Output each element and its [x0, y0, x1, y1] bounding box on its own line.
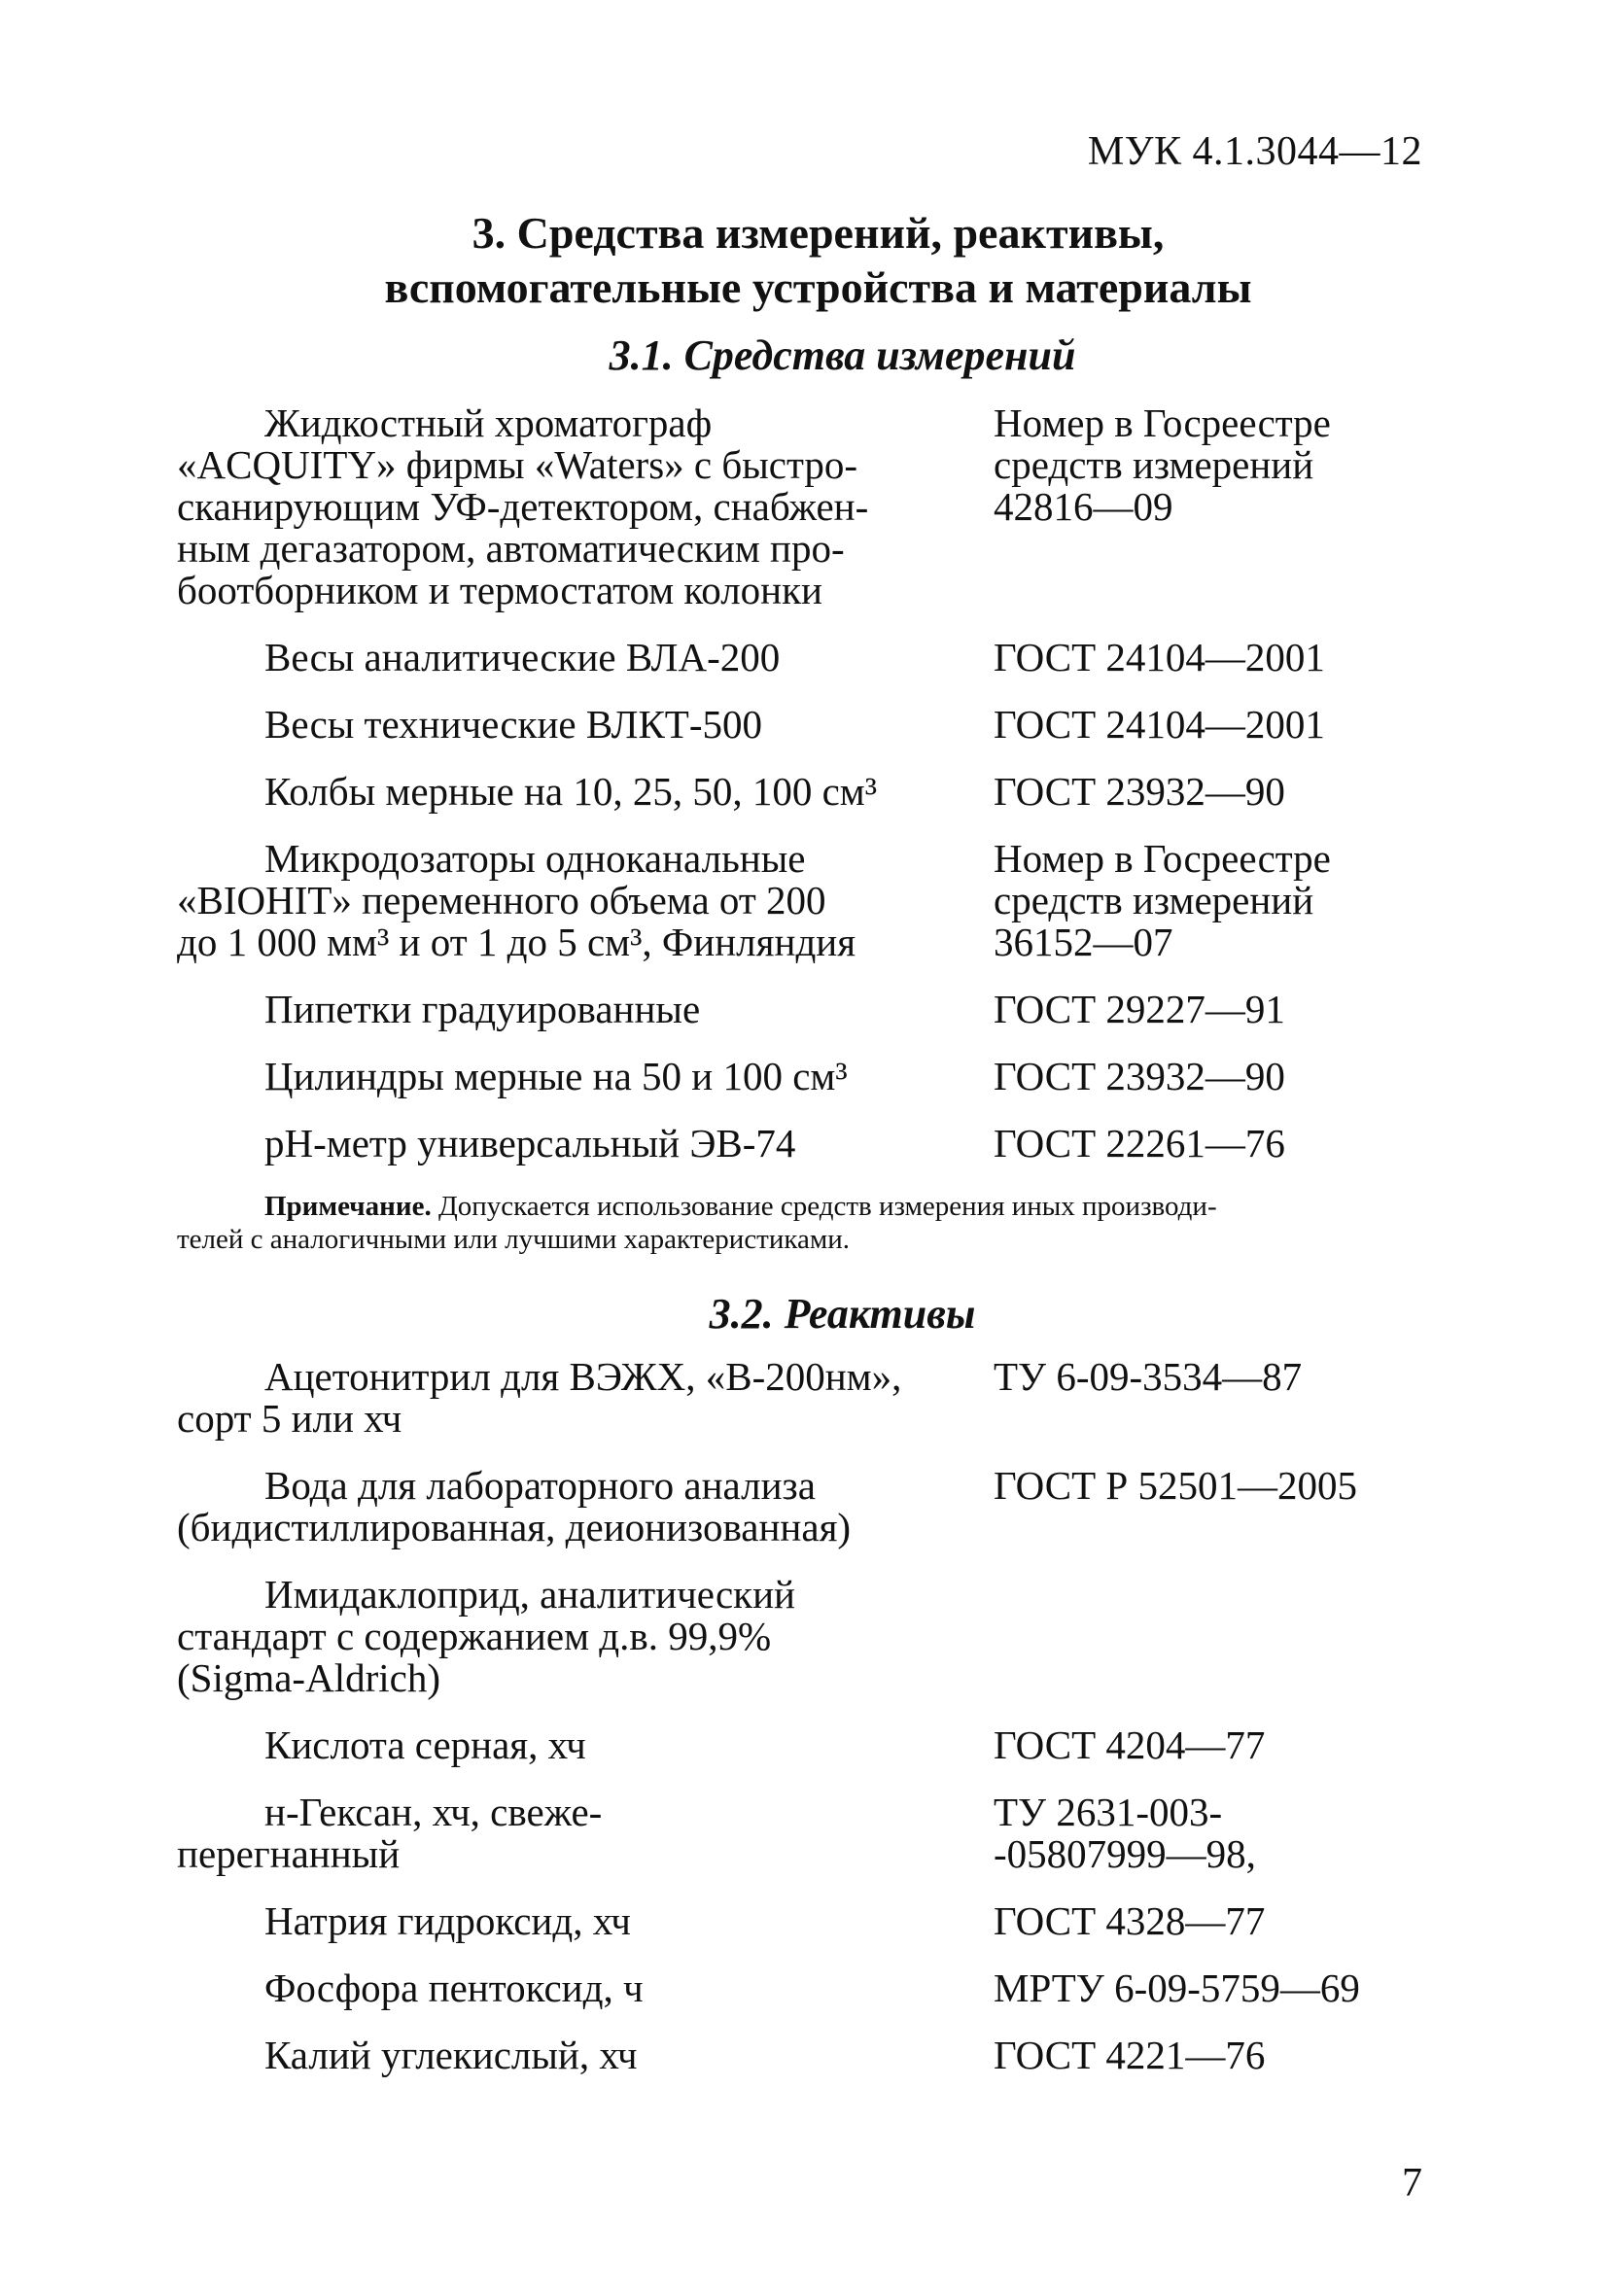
- item-name-line: pH-метр универсальный ЭВ-74: [264, 1121, 796, 1165]
- item-name: [177, 989, 994, 1030]
- item-standard-line: МРТУ 6-09-5759—69: [994, 1966, 1360, 2010]
- item-standard: [994, 1465, 1431, 1548]
- item-name-line: Имидаклоприд, аналитический: [264, 1572, 795, 1617]
- item-standard-line: 42816—09: [994, 484, 1173, 529]
- item-standard: [994, 771, 1431, 813]
- list-item: [177, 771, 1431, 813]
- item-name-line: Весы аналитические ВЛА-200: [264, 635, 781, 679]
- list-item: [177, 1724, 1431, 1766]
- item-name-line: ным дегазатором, автоматическим про-: [177, 526, 845, 571]
- item-standard-line: средств измерений: [994, 878, 1314, 922]
- item-name-line: Жидкостный хроматограф: [264, 400, 713, 445]
- note-text: Допускается использование средств измерения иных производи-: [431, 1191, 1217, 1222]
- list-item: [177, 989, 1431, 1030]
- item-name-line: Кислота серная, хч: [264, 1722, 586, 1767]
- item-standard: [994, 1792, 1431, 1875]
- item-standard-line: ГОСТ 23932—90: [994, 769, 1285, 814]
- note-text: телей с аналогичными или лучшими характеристиками.: [177, 1224, 851, 1255]
- item-name-line: н-Гексан, хч, свеже-: [264, 1790, 603, 1834]
- item-standard: [994, 1123, 1431, 1165]
- item-name-line: сканирующим УФ-детектором, снабжен-: [177, 484, 869, 529]
- item-name-line: стандарт с содержанием д.в. 99,9%: [177, 1614, 772, 1658]
- list-item: [177, 1792, 1431, 1875]
- list-item: [177, 2035, 1431, 2076]
- page-number: 7: [1402, 2161, 1422, 2206]
- list-item: [177, 1056, 1431, 1097]
- item-standard: [994, 637, 1431, 678]
- item-standard-line: ГОСТ 22261—76: [994, 1121, 1285, 1165]
- item-standard-line: ГОСТ 4221—76: [994, 2033, 1266, 2077]
- item-name-line: до 1 000 мм³ и от 1 до 5 см³, Финляндия: [177, 920, 856, 964]
- reagents-list: [177, 1356, 1431, 2076]
- item-name-line: (Sigma-Aldrich): [177, 1655, 440, 1700]
- item-name: [177, 1123, 994, 1165]
- list-item: [177, 1356, 1431, 1440]
- item-standard: [994, 2035, 1431, 2076]
- item-name-line: Фосфора пентоксид, ч: [264, 1966, 644, 2010]
- item-standard-line: ГОСТ 23932—90: [994, 1054, 1285, 1098]
- document-code: МУК 4.1.3044—12: [1087, 129, 1422, 174]
- list-item: [177, 1967, 1431, 2009]
- item-standard-line: ГОСТ 24104—2001: [994, 702, 1325, 747]
- subsection-title-reagents: 3.2. Реактивы: [709, 1290, 976, 1338]
- list-item: [177, 1574, 1431, 1699]
- list-item: [177, 1900, 1431, 1942]
- item-standard-line: ГОСТ 24104—2001: [994, 635, 1325, 679]
- item-standard-line: ГОСТ 29227—91: [994, 987, 1285, 1031]
- item-standard: [994, 1967, 1431, 2009]
- item-name-line: Калий углекислый, хч: [264, 2033, 638, 2077]
- item-name-line: «BIOHIT» переменного объема от 200: [177, 878, 826, 922]
- section-title-line: вспомогательные устройства и материалы: [384, 262, 1252, 312]
- item-name: [177, 637, 994, 678]
- item-name: [177, 704, 994, 746]
- item-standard-line: ТУ 2631-003-: [994, 1790, 1223, 1834]
- item-name-line: Цилиндры мерные на 50 и 100 см³: [264, 1054, 848, 1098]
- item-name: [177, 1574, 994, 1699]
- item-standard-line: -05807999—98,: [994, 1831, 1256, 1876]
- item-name-line: Колбы мерные на 10, 25, 50, 100 см³: [264, 769, 878, 814]
- subsection-title-measuring: 3.1. Средства измерений: [609, 331, 1076, 379]
- item-name-line: перегнанный: [177, 1831, 401, 1876]
- section-title-line: 3. Средства измерений, реактивы,: [472, 208, 1165, 258]
- item-name-line: «ACQUITY» фирмы «Waters» с быстро-: [177, 442, 858, 487]
- item-standard-line: Номер в Госреестре: [994, 400, 1331, 445]
- item-name: [177, 1356, 994, 1440]
- item-standard-line: ГОСТ 4328—77: [994, 1898, 1266, 1943]
- list-item: [177, 1123, 1431, 1165]
- item-name: [177, 771, 994, 813]
- item-name-line: (бидистиллированная, деионизованная): [177, 1505, 852, 1549]
- item-name-line: сорт 5 или хч: [177, 1396, 402, 1441]
- item-standard: [994, 1574, 1431, 1699]
- item-standard-line: ГОСТ Р 52501—2005: [994, 1463, 1357, 1508]
- item-name-line: Весы технические ВЛКТ-500: [264, 702, 762, 747]
- item-name: [177, 1465, 994, 1548]
- item-name-line: боотборником и термостатом колонки: [177, 568, 822, 612]
- measuring-instruments-list: [177, 402, 1431, 1165]
- note-label: Примечание.: [264, 1191, 432, 1222]
- item-name-line: Пипетки градуированные: [264, 987, 701, 1031]
- list-item: [177, 1465, 1431, 1548]
- item-standard: [994, 1056, 1431, 1097]
- item-name: [177, 1967, 994, 2009]
- item-standard: [994, 704, 1431, 746]
- item-name: [177, 402, 994, 611]
- item-name-line: Ацетонитрил для ВЭЖХ, «В-200нм»,: [264, 1354, 902, 1399]
- item-name: [177, 1724, 994, 1766]
- section-title: [0, 206, 1607, 315]
- item-name: [177, 1056, 994, 1097]
- item-standard: [994, 838, 1431, 963]
- item-name-line: Микродозаторы одноканальные: [264, 836, 806, 881]
- item-name-line: Вода для лабораторного анализа: [264, 1463, 816, 1508]
- item-standard-line: средств измерений: [994, 442, 1314, 487]
- item-standard: [994, 1900, 1431, 1942]
- item-standard-line: ТУ 6-09-3534—87: [994, 1354, 1303, 1399]
- item-name: [177, 2035, 994, 2076]
- item-name: [177, 1900, 994, 1942]
- item-name-line: Натрия гидроксид, хч: [264, 1898, 631, 1943]
- item-standard-line: Номер в Госреестре: [994, 836, 1331, 881]
- list-item: [177, 704, 1431, 746]
- list-item: [177, 838, 1431, 963]
- list-item: [177, 402, 1431, 611]
- item-name: [177, 1792, 994, 1875]
- item-standard-line: ГОСТ 4204—77: [994, 1722, 1266, 1767]
- item-standard: [994, 989, 1431, 1030]
- item-standard-line: 36152—07: [994, 920, 1173, 964]
- item-standard: [994, 402, 1431, 611]
- list-item: [177, 637, 1431, 678]
- item-name: [177, 838, 994, 963]
- item-standard: [994, 1724, 1431, 1766]
- note: [177, 1190, 1441, 1256]
- item-standard: [994, 1356, 1431, 1440]
